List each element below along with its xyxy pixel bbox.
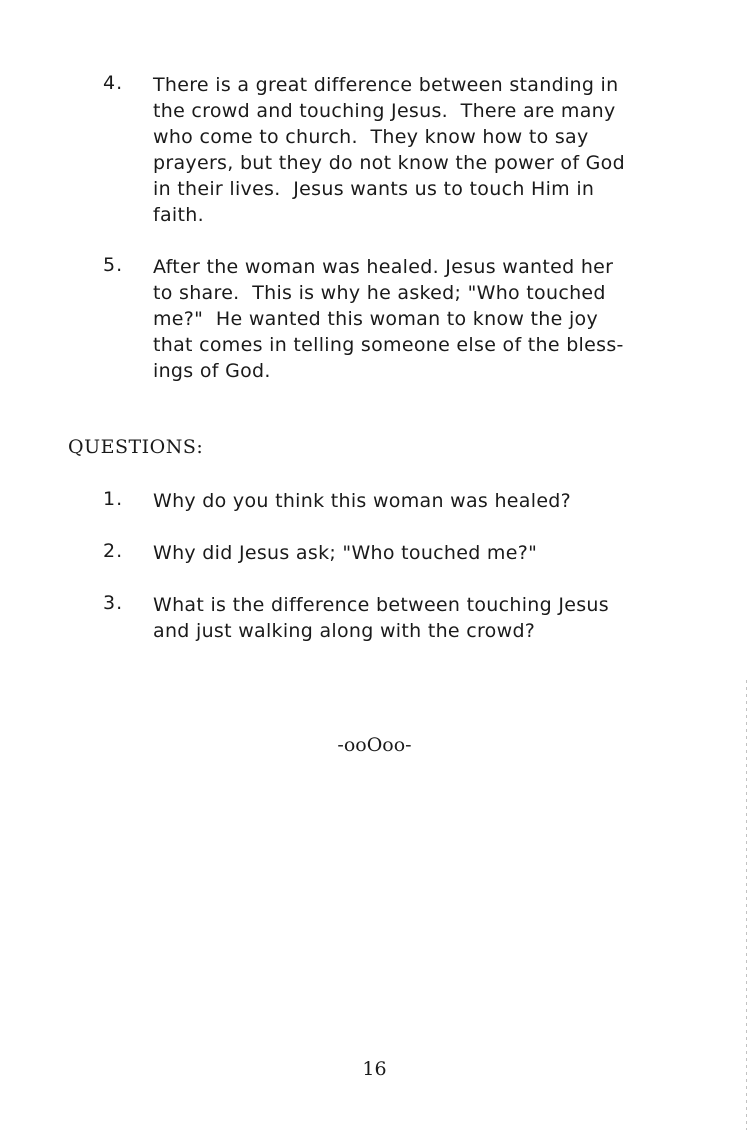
paragraph-number: 5. — [103, 254, 124, 276]
question-body — [153, 540, 537, 566]
paragraph-body — [153, 72, 625, 228]
paragraph-number: 4. — [103, 72, 124, 94]
paragraph-line: the crowd and touching Jesus. There are many — [153, 100, 616, 122]
paragraph-line: in their lives. Jesus wants us to touch Him in — [153, 178, 595, 200]
paragraph-line: prayers, but they do not know the power of God — [153, 152, 625, 174]
paragraph-line: who come to church. They know how to say — [153, 126, 589, 148]
paragraph-line: to share. This is why he asked; "Who touched — [153, 282, 606, 304]
page-edge-shadow — [746, 680, 747, 1130]
question-line: Why did Jesus ask; "Who touched me?" — [153, 542, 538, 564]
paragraph-line: that comes in telling someone else of the bless- — [153, 334, 624, 356]
page-number: 16 — [362, 1058, 387, 1080]
paragraph-line: faith. — [153, 204, 204, 226]
paragraph-line: After the woman was healed. Jesus wanted her — [153, 256, 614, 278]
question-line: and just walking along with the crowd? — [153, 620, 536, 642]
question-number: 2. — [103, 540, 124, 562]
question-line: Why do you think this woman was healed? — [153, 490, 572, 512]
paragraph-line: me?" He wanted this woman to know the joy — [153, 308, 599, 330]
section-divider: -ooOoo- — [337, 734, 412, 756]
question-body — [153, 488, 571, 514]
paragraph-body — [153, 254, 624, 384]
question-body — [153, 592, 609, 644]
paragraph-line: There is a great difference between standing in — [153, 74, 619, 96]
question-number: 3. — [103, 592, 124, 614]
paragraph-line: ings of God. — [153, 360, 271, 382]
question-number: 1. — [103, 488, 124, 510]
questions-heading: QUESTIONS: — [68, 436, 204, 458]
question-line: What is the difference between touching Jesus — [153, 594, 609, 616]
